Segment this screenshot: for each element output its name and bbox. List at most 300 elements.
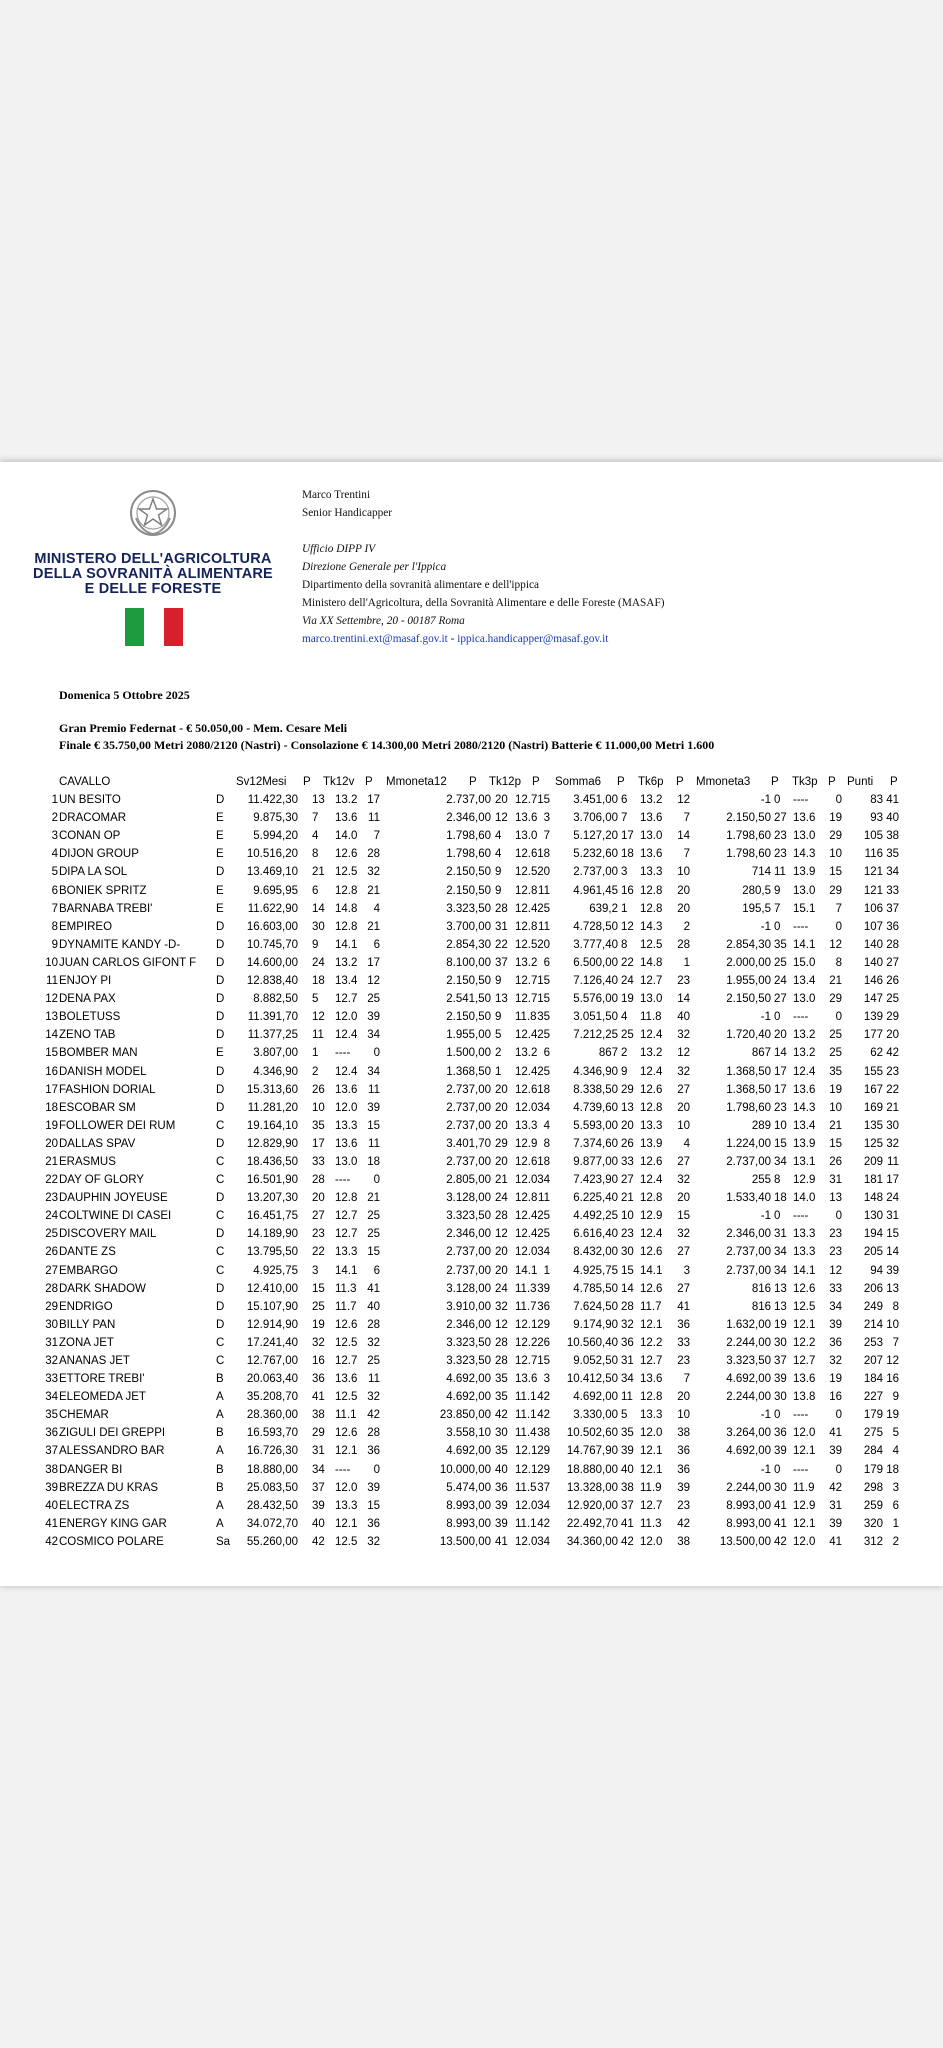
table-cell: 3.051,50 [573,1011,618,1024]
table-cell: 41 [829,1427,842,1440]
table-cell: 12.4 [640,1228,663,1241]
table-cell: 42 [677,1517,690,1530]
table-cell: 12 [829,938,842,951]
table-row [0,1352,943,1370]
table-cell: 4.925,75 [573,1264,618,1277]
table-cell: 28 [45,1282,58,1295]
table-cell: 12.0 [640,1535,663,1548]
table-cell: 125 [863,1137,883,1150]
table-cell: 9.695,95 [253,884,298,897]
table-cell: 13.3 [515,1119,538,1132]
table-cell: 13.3 [640,1119,663,1132]
table-cell: 15 [537,794,550,807]
table-cell: 32 [45,1355,58,1367]
table-cell: 13.2 [335,956,358,969]
table-cell: 14.8 [335,902,358,915]
table-cell: 34 [829,1300,842,1313]
table-cell: 30 [45,1318,58,1331]
table-cell: 13.207,30 [246,1192,298,1205]
table-cell: 13.6 [640,848,663,861]
table-cell: 12.6 [515,1083,538,1096]
table-cell: 10.560,40 [566,1336,618,1349]
table-cell: 28.360,00 [246,1409,298,1422]
table-cell: 12.4 [335,1065,358,1078]
table-cell: D [216,1282,225,1295]
table-cell: 31 [312,1445,325,1458]
table-cell: 13.2 [793,1047,816,1060]
table-cell: 28 [495,1336,508,1349]
table-cell: 255 [751,1174,771,1187]
table-cell: 35 [829,1065,842,1078]
table-cell: 11 [538,920,550,933]
table-cell: 18 [774,1192,787,1205]
ministry-full-name: Ministero dell'Agricoltura, della Sovranità Alimentare e delle Foreste (MASAF) [302,597,665,609]
table-cell: 13.6 [335,1137,358,1150]
table-cell: 12.5 [335,1391,358,1404]
table-cell: 195,5 [742,902,771,915]
table-cell: 6 [312,884,319,897]
table-cell: 8 [835,956,842,969]
table-row [0,1243,943,1261]
table-cell: 9 [495,1011,502,1024]
table-row [0,918,943,936]
table-row [0,1370,943,1388]
table-cell: 9.174,90 [573,1318,618,1331]
table-cell: 17 [774,1065,787,1078]
table-cell: 8 [892,1300,899,1313]
table-row [0,1099,943,1117]
table-cell: 12.4 [515,902,538,915]
table-cell: 14.3 [640,920,663,933]
table-cell: 3.323,50 [446,1355,491,1367]
table-cell: 12.1 [640,1463,663,1476]
table-cell: 19 [312,1318,325,1331]
table-cell: 12.7 [793,1355,816,1367]
table-cell: 13.0 [793,884,816,897]
table-cell: 9 [774,884,781,897]
table-cell: 8.993,00 [446,1517,491,1530]
table-cell: 32 [367,866,380,879]
table-cell: 6 [51,884,58,897]
table-cell: 25 [367,1228,380,1241]
table-cell: 5 [892,1427,899,1440]
table-cell: 2.244,00 [726,1481,771,1494]
table-cell: 16 [621,884,634,897]
table-cell: 1 [543,1264,550,1277]
table-cell: 31 [774,1228,787,1241]
table-cell: 13.4 [793,1119,816,1132]
table-cell: FASHION DORIAL [59,1083,156,1096]
table-cell: 5.127,20 [573,830,618,843]
table-cell: 27 [774,812,787,825]
table-cell: 12.1 [515,1445,538,1458]
table-row [0,827,943,845]
table-cell: 30 [495,1427,508,1440]
column-header: P [890,776,898,788]
email-line [302,630,665,648]
table-cell: 2.854,30 [446,938,491,951]
table-cell: 2.805,00 [446,1174,491,1187]
table-cell: 15 [45,1047,58,1060]
table-cell: 12.5 [335,1535,358,1548]
table-cell: 32 [367,1535,380,1548]
table-cell: 37 [312,1481,325,1494]
table-cell: 1.798,60 [726,1101,771,1114]
table-cell: 13 [886,1282,899,1295]
table-cell: 34 [537,1101,550,1114]
table-cell: 14.0 [335,830,358,843]
table-cell: 12.4 [640,1174,663,1187]
table-cell: 8 [543,1137,550,1150]
table-cell: 12.8 [335,1192,358,1205]
table-cell: 15 [367,1119,380,1132]
table-cell: 12.0 [640,1427,663,1440]
table-cell: 6 [543,1047,550,1060]
table-cell: 11.7 [335,1300,357,1313]
sender-name: Marco Trentini [302,489,371,501]
table-cell: 12.4 [515,1228,538,1241]
table-cell: 148 [863,1192,883,1205]
table-cell: 5.474,00 [446,1481,491,1494]
table-cell: 13.0 [335,1155,358,1168]
table-cell: 29 [495,1137,508,1150]
table-cell: BOMBER MAN [59,1047,138,1060]
table-cell: 23 [621,1228,634,1241]
table-cell: 12.6 [335,1427,358,1440]
table-cell: 12.4 [335,1029,358,1042]
table-cell: 14.600,00 [246,956,298,969]
table-cell: 867 [598,1047,618,1060]
table-cell: 36 [312,1373,325,1386]
table-cell: 12.0 [793,1535,816,1548]
column-header: P [771,776,779,788]
table-cell: 14.1 [640,1264,663,1277]
table-cell: 3.706,00 [573,812,618,825]
table-cell: 12.0 [515,1499,538,1512]
table-cell: 25 [537,1210,550,1223]
table-cell: 13.2 [515,956,538,969]
table-cell: 42 [367,1409,380,1422]
table-cell: 0 [774,794,781,807]
table-cell: 15 [312,1282,325,1295]
table-cell: COSMICO POLARE [59,1535,164,1548]
table-cell: 3.323,50 [446,902,491,915]
table-cell: D [216,1192,225,1205]
table-cell: C [216,1155,225,1168]
table-cell: 4.692,00 [726,1445,771,1458]
table-cell: 35 [886,848,899,861]
table-cell: 29 [537,1318,550,1331]
table-row [0,1406,943,1424]
table-cell: 20 [495,1264,508,1277]
table-cell: 32 [677,1228,690,1241]
table-cell: 12.4 [515,1210,538,1223]
table-row [0,791,943,809]
table-cell: 13 [774,1282,787,1295]
direction: Direzione Generale per l'Ippica [302,561,447,573]
table-cell: 9 [312,938,319,951]
table-cell: 12.8 [335,884,358,897]
table-cell: 6 [892,1499,899,1512]
column-header: Mmoneta12 [386,776,447,788]
table-cell: 14.189,90 [246,1228,298,1241]
table-cell: 275 [863,1427,883,1440]
table-cell: ELEOMEDA JET [59,1391,146,1404]
email-link-2[interactable]: ippica.handicapper@masaf.gov.it [457,633,609,645]
table-cell: 12.1 [793,1517,816,1530]
table-cell: 34 [367,1065,380,1078]
table-cell: 39 [45,1481,58,1494]
table-cell: 22 [45,1174,58,1187]
table-cell: 39 [367,1101,380,1114]
table-cell: 13.4 [335,975,358,988]
table-cell: 3.700,00 [446,920,491,933]
table-cell: 2 [51,812,58,825]
table-cell: DYNAMITE KANDY -D- [59,938,181,951]
table-cell: 41 [495,1535,508,1548]
table-cell: 253 [863,1336,883,1349]
table-cell: 12.1 [335,1517,358,1530]
column-header: Sv12Mesi [236,776,287,788]
table-cell: 39 [537,1282,550,1295]
table-cell: 13.0 [515,830,538,843]
table-cell: 2.737,00 [446,1119,491,1132]
table-cell: 12.2 [515,1336,538,1349]
table-cell: E [216,848,224,861]
table-cell: 29 [829,884,842,897]
table-row [0,1135,943,1153]
table-cell: 17 [312,1137,325,1150]
table-cell: 0 [774,1011,781,1024]
table-cell: 28 [495,1210,508,1223]
table-cell: 13.3 [335,1246,358,1259]
table-cell: 16 [312,1355,325,1367]
table-cell: 20 [495,1119,508,1132]
table-cell: 38 [621,1481,634,1494]
table-cell: 14.0 [793,1192,816,1205]
table-cell: 26 [312,1083,325,1096]
table-cell: 1.632,00 [726,1318,771,1331]
table-cell: 18 [537,1155,550,1168]
table-cell: 20 [677,1391,690,1404]
column-header: P [532,776,540,788]
table-cell: D [216,1101,225,1114]
table-cell: DIJON GROUP [59,848,139,861]
table-cell: 19 [829,812,842,825]
table-cell: 3.807,00 [253,1047,298,1060]
table-cell: 33 [312,1155,325,1168]
table-cell: 1.224,00 [726,1137,771,1150]
table-cell: ---- [793,1011,809,1024]
table-cell: 3.777,40 [573,938,618,951]
table-cell: 15.313,60 [246,1083,298,1096]
table-cell: 3.451,00 [573,794,618,807]
table-cell: 34 [367,1029,380,1042]
table-cell: 18 [312,975,325,988]
table-cell: 205 [863,1246,883,1259]
table-cell: ---- [793,794,809,807]
table-cell: E [216,830,224,843]
table-cell: 12.0 [515,1101,538,1114]
table-cell: 26 [45,1246,58,1259]
table-cell: 15 [774,1137,787,1150]
table-cell: 8.338,50 [573,1083,618,1096]
table-cell: 2 [892,1535,899,1548]
table-cell: 23 [829,1228,842,1241]
table-cell: D [216,920,225,933]
table-cell: 21 [367,1192,380,1205]
table-cell: 12.2 [640,1336,663,1349]
table-cell: 0 [373,1463,380,1476]
table-cell: 31 [45,1336,58,1349]
table-cell: 12.8 [640,884,663,897]
table-cell: 107 [863,920,883,933]
table-row [0,1008,943,1026]
table-cell: 27 [621,1174,634,1187]
table-cell: 14.8 [640,956,663,969]
table-cell: 15.107,90 [246,1300,298,1313]
table-cell: 17 [367,956,380,969]
table-cell: 12.6 [640,1282,663,1295]
table-cell: 9.875,30 [253,812,298,825]
table-cell: 19 [45,1119,58,1132]
table-cell: 11.622,90 [247,902,298,915]
table-cell: 4.346,90 [253,1065,298,1078]
table-row [0,1063,943,1081]
table-cell: ---- [793,1463,809,1476]
table-cell: 11 [774,866,786,879]
table-cell: 31 [495,920,508,933]
table-cell: 20 [621,1119,634,1132]
table-cell: JUAN CARLOS GIFONT F [59,956,197,969]
table-cell: 42 [829,1481,842,1494]
table-cell: 13.1 [793,1155,816,1168]
table-cell: 3.323,50 [446,1210,491,1223]
table-cell: 0 [835,1011,842,1024]
table-cell: 8.993,00 [726,1499,771,1512]
table-cell: 18.880,00 [246,1463,298,1476]
table-cell: 3.910,00 [446,1300,491,1313]
table-cell: 2.737,00 [446,1083,491,1096]
table-cell: 93 [870,812,883,825]
table-cell: 12.7 [515,975,538,988]
table-cell: 6.500,00 [573,956,618,969]
table-cell: C [216,1264,225,1277]
table-cell: 34 [312,1463,325,1476]
table-cell: 21 [45,1155,58,1168]
table-cell: 13.469,10 [246,866,298,879]
table-cell: 14 [774,1047,787,1060]
table-cell: 13.6 [515,1373,538,1386]
table-row [0,1298,943,1316]
table-row [0,1280,943,1298]
table-cell: 14.3 [793,1101,816,1114]
table-cell: 14 [677,993,690,1006]
table-cell: 42 [537,1391,550,1404]
table-cell: 7.126,40 [573,975,618,988]
table-cell: 38 [677,1535,690,1548]
table-cell: 25 [537,1065,550,1078]
table-cell: 23 [886,1065,899,1078]
table-cell: 35.208,70 [246,1391,298,1404]
table-cell: 12 [495,1228,508,1241]
table-cell: 7 [835,902,842,915]
sender-role: Senior Handicapper [302,507,393,519]
table-cell: D [216,938,225,951]
table-cell: -1 [760,1409,771,1422]
table-cell: 4.346,90 [573,1065,618,1078]
table-cell: 0 [835,1409,842,1422]
table-cell: 28 [677,938,690,951]
table-cell: 14 [677,830,690,843]
table-cell: 35 [621,1427,634,1440]
table-cell: 15 [621,1264,634,1277]
table-cell: 17 [621,830,634,843]
table-cell: 10 [677,866,690,879]
email-link-1[interactable]: marco.trentini.ext@masaf.gov.it [302,633,448,645]
table-cell: 9.877,00 [573,1155,618,1168]
table-cell: 1.368,50 [446,1065,491,1078]
table-cell: 39 [367,1011,380,1024]
table-cell: 37 [886,902,899,915]
table-cell: 14.767,90 [566,1445,618,1458]
table-cell: DANISH MODEL [59,1065,147,1078]
table-cell: A [216,1445,224,1458]
table-cell: 36 [367,1517,380,1530]
table-cell: 12 [886,1355,899,1367]
table-cell: 1 [495,1065,502,1078]
table-cell: 8.993,00 [446,1499,491,1512]
table-cell: 14.1 [515,1264,538,1277]
table-cell: DAY OF GLORY [59,1174,144,1187]
table-cell: 13.0 [640,830,663,843]
table-cell: 29 [886,1011,899,1024]
table-cell: 5 [312,993,319,1006]
table-cell: 181 [863,1174,883,1187]
table-cell: 20 [537,866,550,879]
table-cell: 37 [537,1481,550,1494]
table-cell: 23 [774,1101,787,1114]
table-cell: 4.785,50 [573,1282,618,1295]
table-cell: 11 [368,1137,380,1150]
table-cell: 23 [774,848,787,861]
table-cell: 12 [677,1047,690,1060]
table-cell: 6 [373,1264,380,1277]
table-cell: 27 [886,956,899,969]
table-cell: 26 [621,1137,634,1150]
table-cell: 55.260,00 [246,1535,298,1548]
table-cell: 29 [537,1445,550,1458]
table-cell: 147 [863,993,883,1006]
table-cell: 10 [774,1119,787,1132]
table-cell: 12.1 [793,1318,816,1331]
table-cell: 1 [621,902,628,915]
table-cell: 4.692,00 [446,1445,491,1458]
table-cell: 2.346,00 [446,1228,491,1241]
table-cell: 1 [892,1517,899,1530]
table-cell: 12.5 [640,938,663,951]
race-title: Gran Premio Federnat - € 50.050,00 - Mem. Cesare Meli [59,721,348,735]
table-cell: 12.0 [335,1101,358,1114]
table-cell: 34 [774,1264,787,1277]
table-cell: 9 [621,1065,628,1078]
table-cell: 36 [774,1427,787,1440]
table-cell: 15 [829,866,842,879]
table-cell: 20 [495,1101,508,1114]
table-cell: 0 [373,1174,380,1187]
table-cell: 15 [537,1355,550,1367]
table-cell: 39 [312,1499,325,1512]
